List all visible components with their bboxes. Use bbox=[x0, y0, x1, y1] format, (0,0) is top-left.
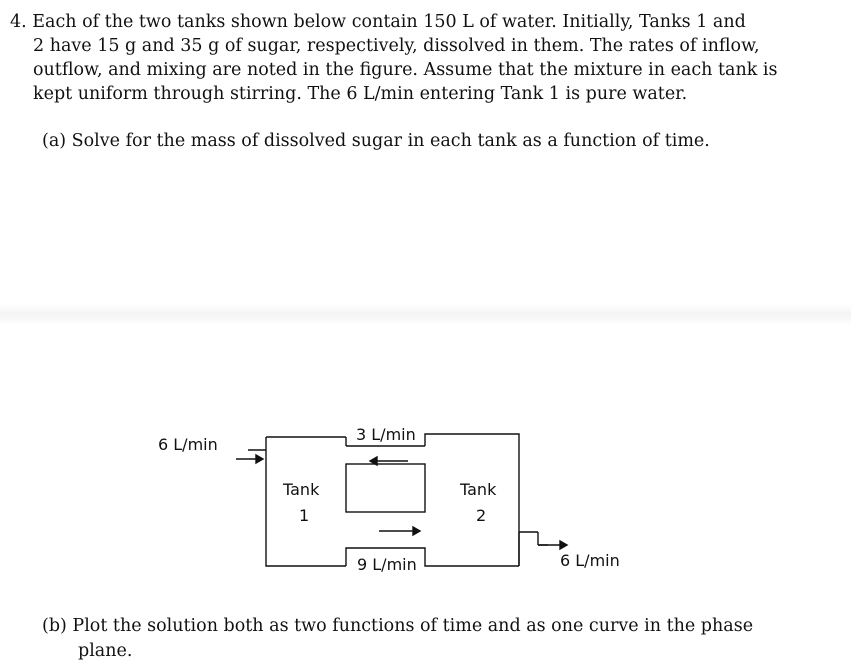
mixing-block bbox=[346, 464, 425, 512]
bottom-flow-arrow bbox=[379, 527, 420, 535]
problem-line-1: 4. Each of the two tanks shown below contain 150 L of water. Initially, Tanks 1 and bbox=[10, 12, 746, 32]
tank2-number: 2 bbox=[476, 506, 487, 525]
problem-line-3: outflow, and mixing are noted in the figure. Assume that the mixture in each tank is bbox=[33, 60, 778, 80]
problem-line-2: 2 have 15 g and 35 g of sugar, respectively, dissolved in them. The rates of inflow, bbox=[33, 36, 760, 56]
tank1-label: Tank bbox=[283, 480, 320, 499]
part-b-line-2: plane. bbox=[78, 641, 133, 661]
outflow-label: 6 L/min bbox=[560, 551, 620, 570]
inflow-arrow bbox=[236, 455, 263, 463]
tank1-number: 1 bbox=[299, 506, 310, 525]
top-flow-label: 3 L/min bbox=[356, 425, 416, 444]
part-a: (a) Solve for the mass of dissolved sugar in each tank as a function of time. bbox=[42, 131, 710, 151]
inflow-label: 6 L/min bbox=[158, 435, 218, 454]
top-pipe bbox=[346, 434, 519, 566]
problem-line-4: kept uniform through stirring. The 6 L/min entering Tank 1 is pure water. bbox=[33, 84, 688, 104]
tank2-label: Tank bbox=[460, 480, 497, 499]
tank1-outline bbox=[266, 437, 346, 566]
part-b bbox=[42, 614, 822, 664]
outflow-arrow bbox=[538, 541, 567, 549]
outflow-pipe bbox=[519, 532, 548, 566]
part-b-line-1: (b) Plot the solution both as two functions of time and as one curve in the phase bbox=[42, 616, 754, 636]
bottom-flow-label: 9 L/min bbox=[357, 555, 417, 574]
